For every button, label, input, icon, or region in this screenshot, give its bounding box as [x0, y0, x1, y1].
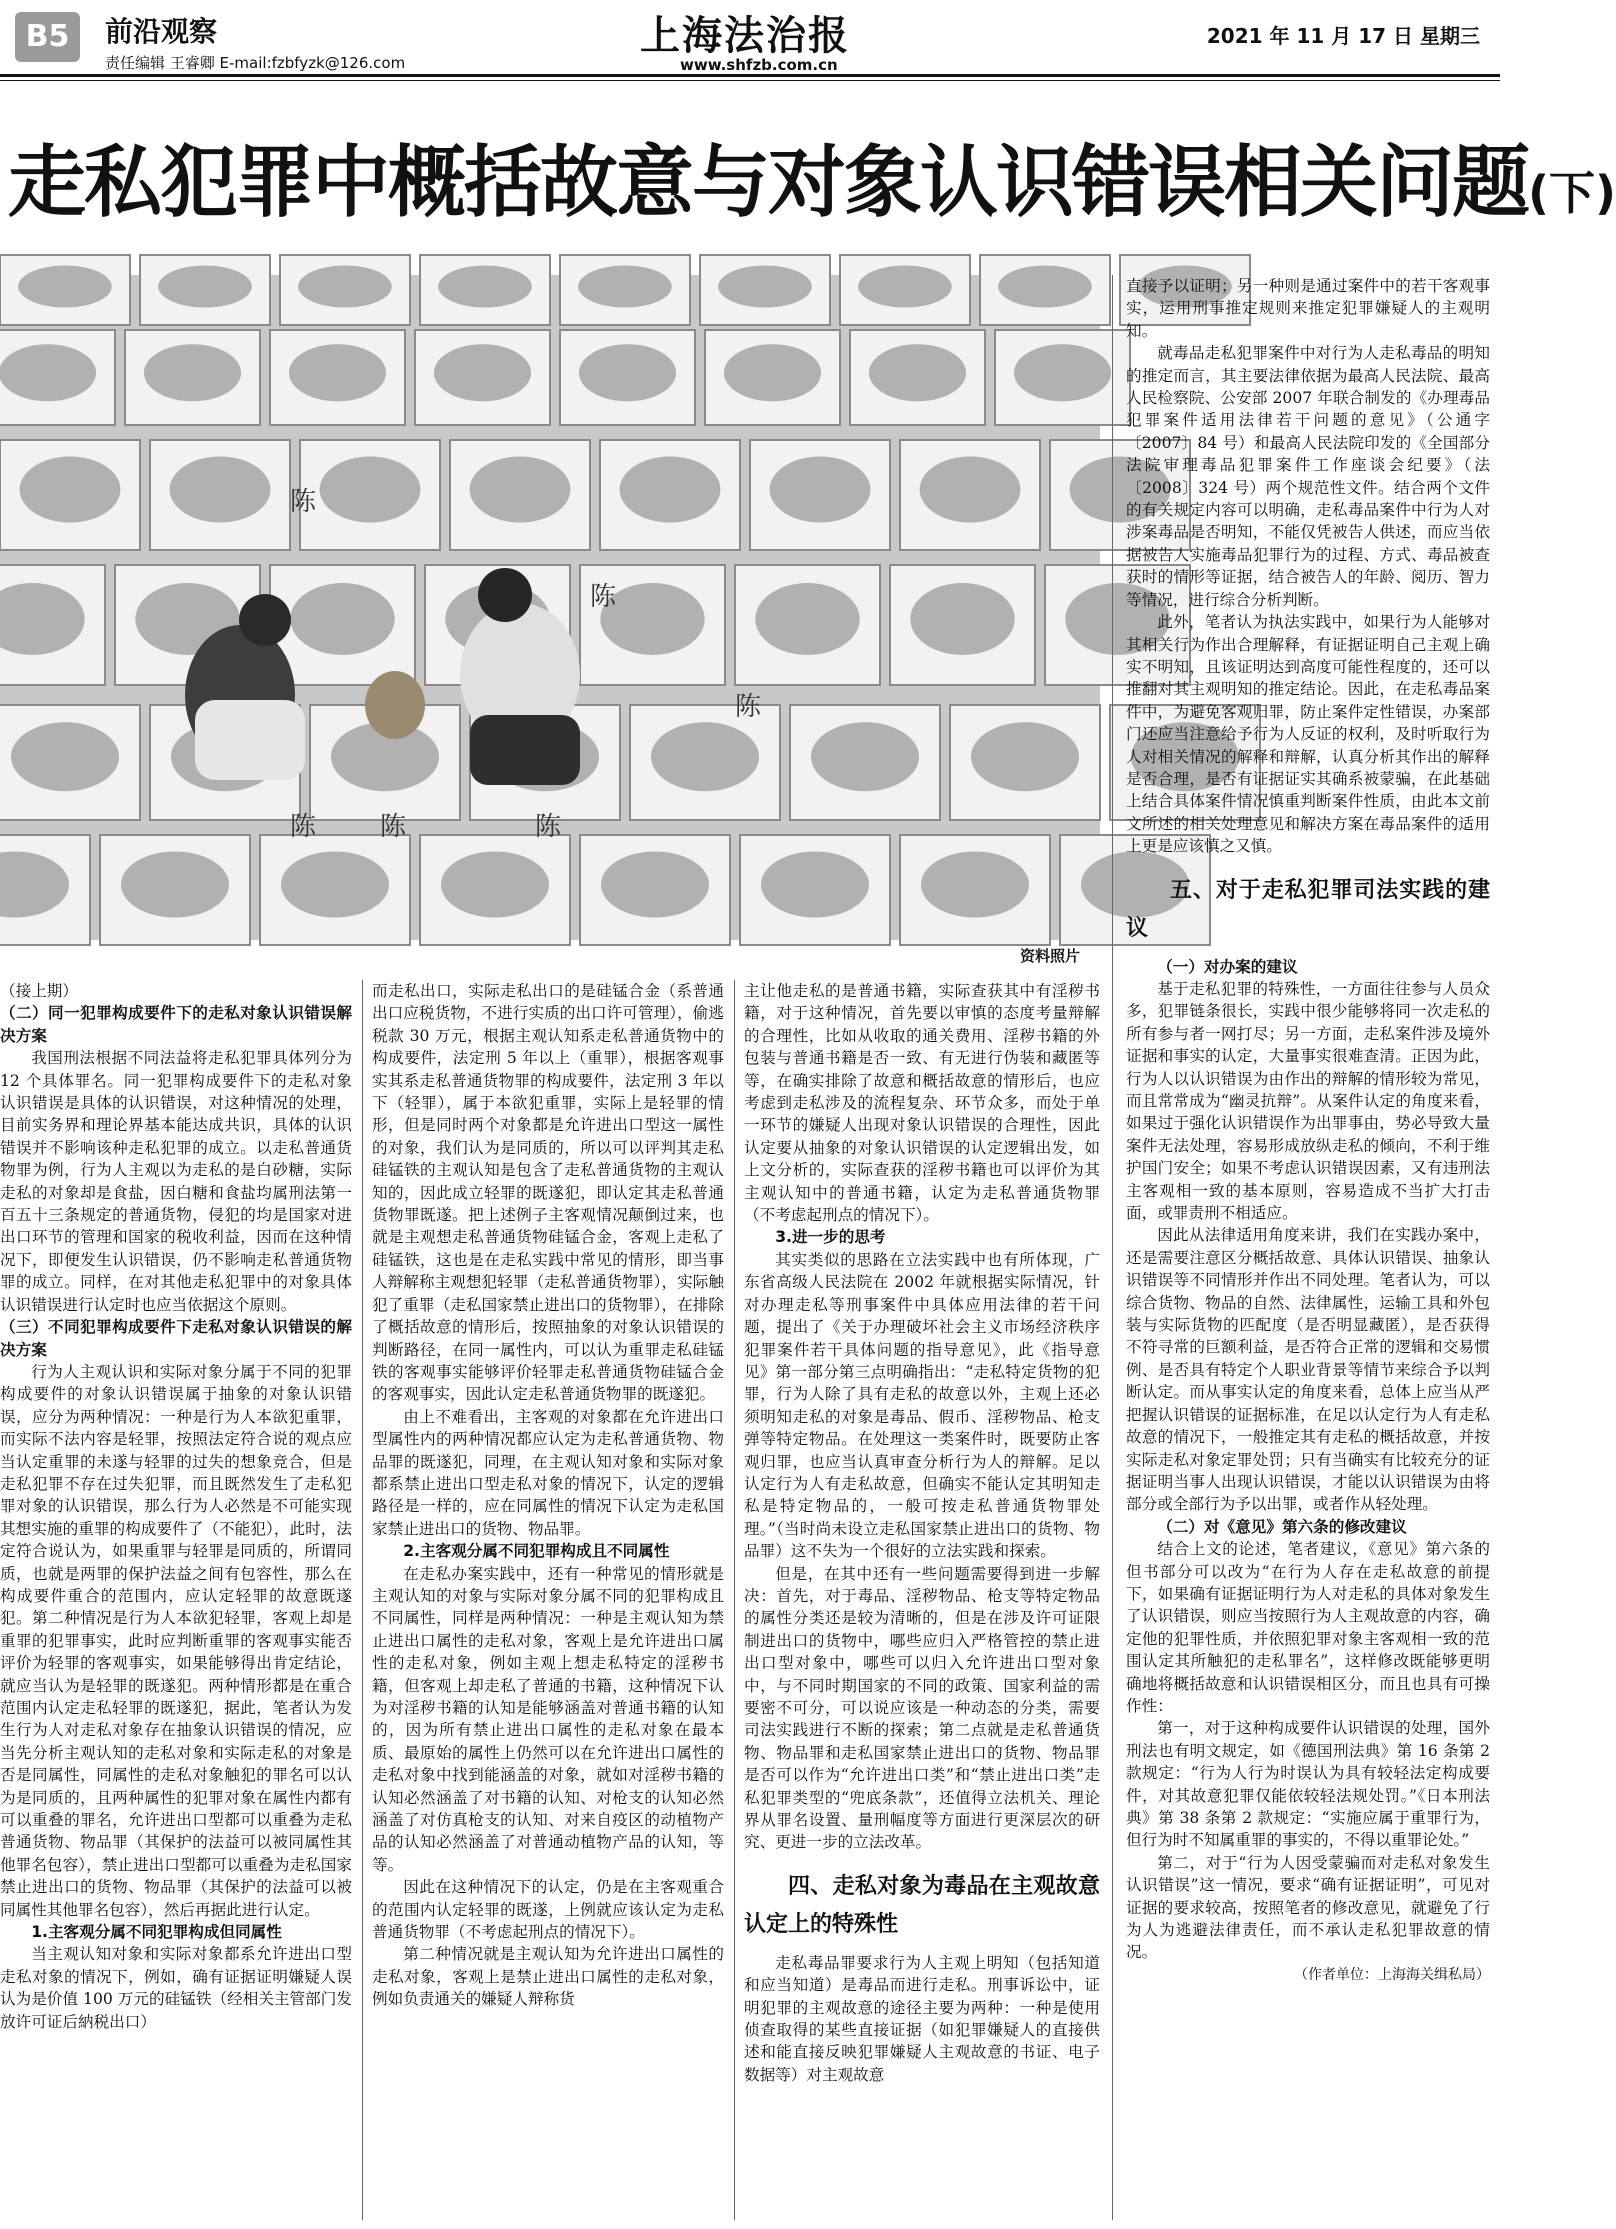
paragraph: 由上不难看出，主客观的对象都在允许进出口型属性内的两种情况都应认定为走私普通货物、物品罪的既遂犯，同理，在主观认知对象和实际对象都系禁止进出口型走私对象的情况下，认定的逻辑路径是一样的，应在同属性的情况下认定为走私国家禁止进出口的货物、物品罪。 — [372, 1407, 724, 1538]
page-header — [0, 0, 1500, 75]
section-heading: （二）同一犯罪构成要件下的走私对象认识错误解决方案 — [0, 1004, 352, 1045]
bagged-goods — [620, 457, 721, 523]
paragraph: 第一，对于这种构成要件认识错误的处理，国外刑法也有明文规定，如《德国刑法典》第 16 条第 2 款规定：“行为人行为时误认为具有较轻法定构成要件，对其故意犯罪仅能依较轻法规处罚。”《日本刑法典》第 38 条第 2 款规定：“实施应属于重罪行为，但行为时不知属重罪的事实的，不得以重罪论处。” — [1126, 1719, 1490, 1850]
section-heading: 2.主客观分属不同犯罪构成且不同属性 — [403, 1542, 670, 1561]
bagged-goods — [441, 852, 549, 918]
header-rule-thin — [0, 80, 1500, 81]
newspaper-masthead: 上海法治报 — [640, 12, 850, 59]
header-rule — [0, 74, 1500, 77]
bagged-goods — [858, 266, 952, 308]
photo-foam-boxes-inspection — [0, 275, 1100, 940]
paragraph: 我国刑法根据不同法益将走私犯罪具体列分为 12 个具体罪名。同一犯罪构成要件下的走私对象认识错误是具体的认识错误，对这种情况的处理，目前实务界和理论界基本能达成共识，具体的认识错误并不影响该种走私犯罪的成立。以走私普通货物罪为例，行为人主观以为走私的是白砂糖，实际走私的对象却是食盐，因白糖和食盐均属刑法第一百五十三条规定的普通货物，侵犯的均是国家对进出口环节的管理和国家的税收利益，因而在这种情况下，即便发生认识错误，仍不影响走私普通货物罪的成立。同样，在对其他走私犯罪中的对象具体认识错误进行认定时也应当依据这个原则。 — [0, 1049, 352, 1314]
paragraph: 第二，对于“行为人因受蒙骗而对走私对象发生认识错误”这一情况，要求“确有证据证明”，可见对证据的要求较高，按照笔者的修改意见，就避免了行为人为逃避法律责任，而不承认走私犯罪故意的情况。 — [1126, 1853, 1490, 1962]
section-heading: （二）对《意见》第六条的修改建议 — [1157, 1517, 1407, 1536]
paragraph: 结合上文的论述，笔者建议，《意见》第六条的但书部分可以改为“在行为人存在走私故意的前提下，如果确有证据证明行为人对走私的具体对象发生了认识错误，则应当按照行为人主观故意的内容，确定他的犯罪性质，并依照犯罪对象主客观相一致的范围认定其所触犯的走私罪名”，这样修改既能够更明确地将概括故意和认识错误相区分，而且也具有可操作性： — [1126, 1540, 1490, 1715]
paragraph: 就毒品走私犯罪案件中对行为人走私毒品的明知的推定而言，其主要法律依据为最高人民法院、最高人民检察院、公安部 2007 年联合制发的《办理毒品犯罪案件适用法律若干问题的意见》（公通字〔2007〕84 号）和最高人民法院印发的《全国部分法院审理毒品犯罪案件工作座谈会纪要》（法〔2008〕324 号）两个规范性文件。结合两个文件的有关规定内容可以明确，走私毒品案件中行为人对涉案毒品是否明知，不能仅凭被告人供述，而应当依据被告人实施毒品犯罪行为的过程、方式、毒品被查获时的情形等证据，结合被告人的年龄、阅历、智力等情况，进行综合分析判断。 — [1126, 344, 1490, 609]
bagged-goods — [18, 266, 112, 308]
article-headline — [8, 120, 1616, 232]
bagged-goods — [651, 722, 759, 791]
bagged-goods — [579, 344, 676, 401]
bagged-goods — [921, 852, 1029, 918]
bagged-goods — [578, 266, 672, 308]
bagged-goods — [121, 852, 229, 918]
website-url: www.shfzb.com.cn — [680, 56, 838, 74]
bagged-goods — [289, 344, 386, 401]
paragraph: 此外，笔者认为执法实践中，如果行为人能够对其相关行为作出合理解释，有证据证明自己主观上确实不明知，且该证明达到高度可能性程度的，还可以推翻对其主观明知的推定结论。因此，在走私毒品案件中，为避免客观归罪，防止案件定性错误，办案部门还应当注意给予行为人反证的权利，及时听取行为人对相关情况的解释和辩解，认真分析其作出的解释是否合理，是否有证据证实其确系被蒙骗，在此基础上结合具体案件情况慎重判断案件性质，由此本文前文所述的相关处理意见和解决方案在毒品案件的适用上更是应该慎之又慎。 — [1126, 613, 1490, 856]
section-name: 前沿观察 — [105, 15, 218, 48]
section-heading: 1.主客观分属不同犯罪构成但同属性 — [31, 1923, 282, 1942]
paragraph: 走私毒品罪要求行为人主观上明知（包括知道和应当知道）是毒品而进行走私。刑事诉讼中，证明犯罪的主观故意的途径主要为两种：一种是使用侦查取得的某些直接证据（如犯罪嫌疑人的直接供述和能直接反映犯罪嫌疑人主观故意的书证、电子数据等）对主观故意 — [744, 1953, 1100, 2084]
paragraph: 直接予以证明；另一种则是通过案件中的若干客观事实，运用刑事推定规则来推定犯罪嫌疑人的主观明知。 — [1126, 277, 1490, 340]
issue-date: 2021 年 11 月 17 日 星期三 — [1206, 24, 1480, 48]
article-column-4 — [1126, 275, 1490, 2225]
box-handwritten-label: 陈 — [290, 812, 317, 842]
bagged-goods — [158, 266, 252, 308]
article-column-3 — [744, 980, 1100, 2225]
bagged-goods — [320, 457, 421, 523]
bagged-goods — [770, 457, 871, 523]
box-handwritten-label: 陈 — [380, 812, 407, 842]
bagged-goods — [438, 266, 532, 308]
box-handwritten-label: 陈 — [535, 812, 562, 842]
paragraph: 当主观认知对象和实际对象都系允许进出口型走私对象的情况下，例如，确有证据证明嫌疑人误认为是价值 100 万元的硅锰铁（经相关主管部门发放许可证后納税出口） — [0, 1945, 352, 2031]
bagged-goods — [971, 722, 1079, 791]
bagged-goods — [290, 583, 394, 655]
article-photo — [0, 275, 1100, 940]
headline-suffix: (下) — [1528, 166, 1616, 220]
paragraph: 因此在这种情况下的认定，仍是在主客观重合的范围内认定轻罪的既遂，上例就应该认定为走私普通货物罪（不考虑起刑点的情况下）。 — [372, 1878, 724, 1942]
paragraph: 在走私办案实践中，还有一种常见的情形就是主观认知的对象与实际对象分属不同的犯罪构成且不同属性，同样是两种情况：一种是主观认知为禁止进出口属性的走私对象，客观上是允许进出口属性的走私对象，例如主观上想走私特定的淫秽书籍，但客观上却走私了普通的书籍，这种情况下认为对淫秽书籍的认知是能够涵盖对普通书籍的认知的，因为所有禁止进出口属性的走私对象在最本质、最原始的属性上仍然可以在允许进出口属性的走私对象中找到能涵盖的对象，就如对淫秽书籍的认知必然涵盖了对书籍的认知、对枪支的认知必然涵盖了对仿真枪支的认知、对来自疫区的动植物产品的认知必然涵盖了对普通动植物产品的认知，等等。 — [372, 1564, 724, 1874]
bagged-goods — [20, 457, 121, 523]
paragraph: （接上期） — [0, 982, 78, 1000]
box-handwritten-label: 陈 — [590, 582, 617, 612]
bagged-goods — [434, 344, 531, 401]
bagged-goods — [920, 457, 1021, 523]
bagged-goods — [910, 583, 1014, 655]
bagged-goods — [601, 852, 709, 918]
paragraph: 基于走私犯罪的特殊性，一方面往往参与人员众多，犯罪链条很长，实践中很少能够将同一次走私的所有参与者一网打尽；另一方面，走私案件涉及境外证据和事实的认定，大量事实很难查清。正因为此，行为人以认识错误为由作出的辩解的情形较为常见，而且常常成为“幽灵抗辩”。从案件认定的角度来看，如果过于强化认识错误作为出罪事由，势必导致大量案件无法处理，容易形成放纵走私的倾向，不利于维护国门安全；如果不考虑认识错误因素，又有违刑法主客观相一致的基本原则，容易造成不当扩大打击面，或罪责刑不相适应。 — [1126, 979, 1490, 1223]
author-affiliation: （作者单位：上海海关缉私局） — [1294, 1966, 1490, 1983]
column-divider — [734, 980, 735, 2220]
section-heading: （一）对办案的建议 — [1157, 957, 1298, 976]
photo-caption: 资料照片 — [1020, 947, 1081, 965]
bagged-goods — [755, 583, 859, 655]
section-heading: 3.进一步的思考 — [775, 1228, 886, 1247]
paragraph: 第二种情况就是主观认知为允许进出口属性的走私对象，客观上是禁止进出口属性的走私对象，例如负责通关的嫌疑人辩称货 — [372, 1945, 724, 2009]
column-divider — [362, 980, 363, 2220]
bagged-goods — [869, 344, 966, 401]
bagged-goods — [811, 722, 919, 791]
bagged-goods — [144, 344, 241, 401]
section-heading: （三）不同犯罪构成要件下走私对象认识错误的解决方案 — [0, 1318, 352, 1359]
page-number-badge: B5 — [15, 12, 80, 62]
paragraph: 主让他走私的是普通书籍，实际查获其中有淫秽书籍，对于这种情况，首先要以审慎的态度考量辩解的合理性，比如从收取的通关费用、淫秽书籍的外包装与普通书籍是否一致、有无进行伪装和藏匿等等，在确实排除了故意和概括故意的情形后，也应考虑到走私涉及的流程复杂、环节众多，而处于单一环节的嫌疑人出现对象认识错误的合理性，因此认定要从抽象的对象认识错误的认定逻辑出发，如上文分析的，实际查获的淫秽书籍也可以评价为其主观认知中的普通书籍，认定为走私普通货物罪（不考虑起刑点的情况下）。 — [744, 982, 1100, 1225]
box-handwritten-label: 陈 — [290, 487, 317, 517]
section-heading: 四、走私对象为毒品在主观故意认定上的特殊性 — [744, 1873, 1100, 1937]
bagged-goods — [1014, 344, 1111, 401]
paragraph: 因此从法律适用角度来讲，我们在实践办案中，还是需要注意区分概括故意、具体认识错误、抽象认识错误等不同情形并作出不同处理。笔者认为，可以综合货物、物品的自然、法律属性，运输工具和外包装与实际货物的匹配度（是否明显藏匿），是否获得不符寻常的巨额利益，是否符合正常的逻辑和交易惯例、是否具有特定个人职业背景等情节来综合予以判断认定。而从事实认定的角度来看，总体上应当从严把握认识错误的证据标准，在足以认定行为人有走私故意的情况下，一般推定其有走私的概括故意，并按实际走私对象定罪处罚；只有当确实有比较充分的证据证明当事人出现认识错误，才能以认识错误为由将部分或全部行为予以出罪，或者作从轻处理。 — [1126, 1226, 1490, 1514]
article-column-1 — [0, 980, 352, 2225]
box-handwritten-label: 陈 — [735, 692, 762, 722]
bagged-goods — [761, 852, 869, 918]
bagged-goods — [170, 457, 271, 523]
bagged-goods — [298, 266, 392, 308]
bagged-goods — [470, 457, 571, 523]
bagged-goods — [724, 344, 821, 401]
paragraph: 行为人主观认识和实际对象分属于不同的犯罪构成要件的对象认识错误属于抽象的对象认识错误，应分为两种情况：一种是行为人本欲犯重罪，而实际不法内容是轻罪，按照法定符合说的观点应当认定重罪的未遂与轻罪的过失的想象竞合，但是走私犯罪不存在过失犯罪，而且既然发生了走私犯罪对象的认识错误，那么行为人必然是不可能实现其想实施的重罪的构成要件了（不能犯），此时，法定符合说认为，如果重罪与轻罪是同质的，所谓同质，也就是两罪的保护法益之间有包容性，那么在构成要件重合的范围内，应认定轻罪的故意既遂犯。第二种情况是行为人本欲犯轻罪，客观上却是重罪的犯罪事实，此时应判断重罪的客观事实能否评价为轻罪的客观事实，如果能够得出肯定结论，就应当认为是轻罪的既遂犯。两种情形都是在重合范围内认定走私轻罪的既遂犯，据此，笔者认为发生行为人对走私对象存在抽象认识错误的情况，应当先分析主观认知的走私对象和实际走私的对象是否是同属性，同属性的走私对象触犯的罪名可以认为是同质的，且两种属性的犯罪对象在属性内都有可以重叠的罪名，允许进出口型都可以重叠为走私普通货物、物品罪（其保护的法益可以被同属性其他罪名包容），禁止进出口型都可以重叠为走私国家禁止进出口的货物、物品罪（其保护的法益可以被同属性其他罪名包容），然后再据此进行认定。 — [0, 1362, 352, 1919]
paragraph: 而走私出口，实际走私出口的是硅锰合金（系普通出口应税货物，不进行实质的出口许可管理），偷逃税款 30 万元，根据主观认知系走私普通货物中的构成要件，法定刑 5 年以上（重罪），根据客观事实其系走私普通货物罪的构成要件，法定刑 3 年以下（轻罪），属于本欲犯重罪，实际上是轻罪的情形，但是同时两个对象都是允许进出口型这一属性的对象，我们认为是同质的，所以可以评判其走私硅锰铁的主观认知是包含了走私普通货物的主观认知的，因此成立轻罪的既遂犯，即认定其走私普通货物罪既遂。把上述例子主客观情况颠倒过来，也就是主观想走私普通货物硅锰合金，客观上走私了硅锰铁，这也是在走私实践中常见的情形，即当事人辩解称主观想犯轻罪（走私普通货物罪），实际触犯了重罪（走私国家禁止进出口的货物罪），在排除了概括故意的情形后，按照抽象的对象认识错误的判断路径，在同一属性内，可以认为重罪走私硅锰铁的客观事实能够评价轻罪走私普通货物硅锰合金的客观事实，因此认定走私普通货物罪的既遂犯。 — [372, 982, 724, 1404]
bagged-goods — [0, 344, 96, 401]
paragraph: 其实类似的思路在立法实践中也有所体现，广东省高级人民法院在 2002 年就根据实际情况，针对办理走私等刑事案件中具体应用法律的若干问题，提出了《关于办理破坏社会主义市场经济秩序犯罪案件若干具体问题的指导意见》，此《指导意见》第一部分第三点明确指出：“走私特定货物的犯罪，行为人除了具有走私的故意以外，主观上还必须明知走私的对象是毒品、假币、淫秽物品、枪支弹等特定物品。在处理这一类案件时，既要防止客观归罪，也应当认真审查分析行为人的辩解。足以认定行为人有走私故意，但确实不能认定其明知走私是特定物品的，一般可按走私普通货物罪处理。”（当时尚未设立走私国家禁止进出口的货物、物品罪）这不失为一个很好的立法实践和探索。 — [744, 1250, 1100, 1561]
headline-main: 走私犯罪中概括故意与对象认识错误相关问题 — [8, 138, 1529, 228]
editor-line: 责任编辑 王睿卿 E-mail:fzbfyzk@126.com — [105, 54, 406, 72]
column-divider — [1112, 275, 1113, 2220]
bagged-goods — [718, 266, 812, 308]
section-heading: 五、对于走私犯罪司法实践的建议 — [1126, 877, 1490, 941]
bagged-goods — [281, 852, 389, 918]
bagged-goods — [11, 722, 119, 791]
bagged-goods — [998, 266, 1092, 308]
paragraph: 但是，在其中还有一些问题需要得到进一步解决：首先，对于毒品、淫秽物品、枪支等特定物品的属性分类还是较为清晰的，但是在涉及许可证限制进出口的货物中，哪些应归入严格管控的禁止进出口型对象中，哪些可以归入允许进出口型对象中，与不同时期国家的不同的政策、国家利益的需要密不可分，可以说应该是一种动态的分类，需要司法实践进行不断的探索；第二点就是走私普通货物、物品罪和走私国家禁止进出口的货物、物品罪是否可以作为“允许进出口类”和“禁止进出口类”走私犯罪类型的“兜底条款”，还值得立法机关、理论界从罪名设置、量刑幅度等方面进行更深层次的研究、更进一步的立法改革。 — [744, 1564, 1100, 1852]
article-column-2 — [372, 980, 724, 2225]
